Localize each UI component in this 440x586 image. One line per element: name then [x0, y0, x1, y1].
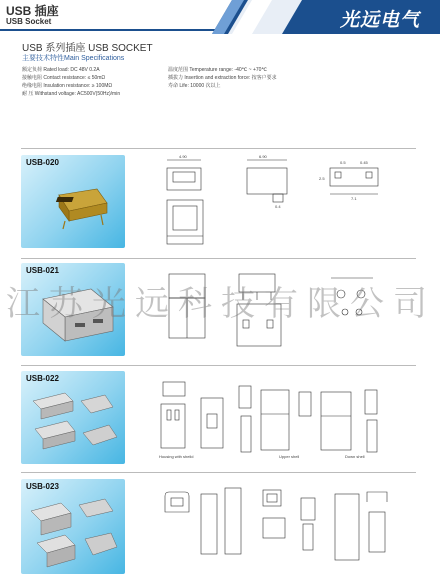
drawing-usb-022 [155, 368, 415, 468]
spec-title: USB 系列插座 USB SOCKET [22, 43, 153, 54]
section-divider [21, 148, 416, 149]
product-label: USB-021 [26, 266, 59, 275]
product-photo [21, 479, 125, 574]
dimension-label: 7.1 [351, 196, 357, 201]
dimension-label: 4.90 [179, 154, 187, 159]
section-divider [21, 258, 416, 259]
page-title: USB 插座 [6, 4, 59, 18]
spec-contact-resistance: 接触电阻 Contact resistance: ≤ 50mΩ [22, 75, 106, 81]
page-subtitle: USB Socket [6, 17, 52, 26]
product-label: USB-023 [26, 482, 59, 491]
product-photo [21, 155, 125, 248]
drawing-caption: Housing with sheild [159, 454, 194, 459]
spec-insulation: 绝缘电阻 Insulation resistance: ≥ 100MΩ [22, 83, 113, 89]
drawing-usb-020 [155, 152, 415, 252]
product-panel-usb-022 [21, 371, 125, 464]
spec-life: 寿命 Life: 10000 次以上 [168, 83, 221, 89]
spec-insertion-force: 插拔力 Insertion and extraction force: 按客户要求 [168, 75, 277, 81]
product-panel-usb-023 [21, 479, 125, 574]
watermark-text: 江苏光远科技有限公司 [6, 284, 436, 324]
product-label: USB-022 [26, 374, 59, 383]
section-divider [21, 365, 416, 366]
company-logo-text: 光远电气 [339, 9, 420, 31]
spec-rated-load: 额定负荷 Rated load: DC 48V 0.2A [22, 67, 100, 73]
spec-withstand-voltage: 耐 压 Withstand voltage: AC500V(50Hz)/min [22, 91, 121, 97]
product-panel-usb-020 [21, 155, 125, 248]
dimension-label: 0.5 [340, 160, 346, 165]
spec-temperature: 温度范围 Temperature range: -40℃ ~ +70℃ [168, 67, 268, 73]
dimension-label: 0.4 [275, 204, 281, 209]
drawing-caption: Down shell [345, 454, 365, 459]
product-photo [21, 371, 125, 464]
drawing-caption: Upper shell [279, 454, 300, 459]
dimension-label: 6.90 [259, 154, 267, 159]
section-divider [21, 472, 416, 473]
dimension-label: 0.45 [360, 160, 368, 165]
dimension-label: 2.5 [319, 176, 325, 181]
drawing-usb-023 [155, 478, 415, 578]
product-label: USB-020 [26, 158, 59, 167]
spec-subtitle: 主要技术特性Main Specifications [22, 55, 125, 62]
